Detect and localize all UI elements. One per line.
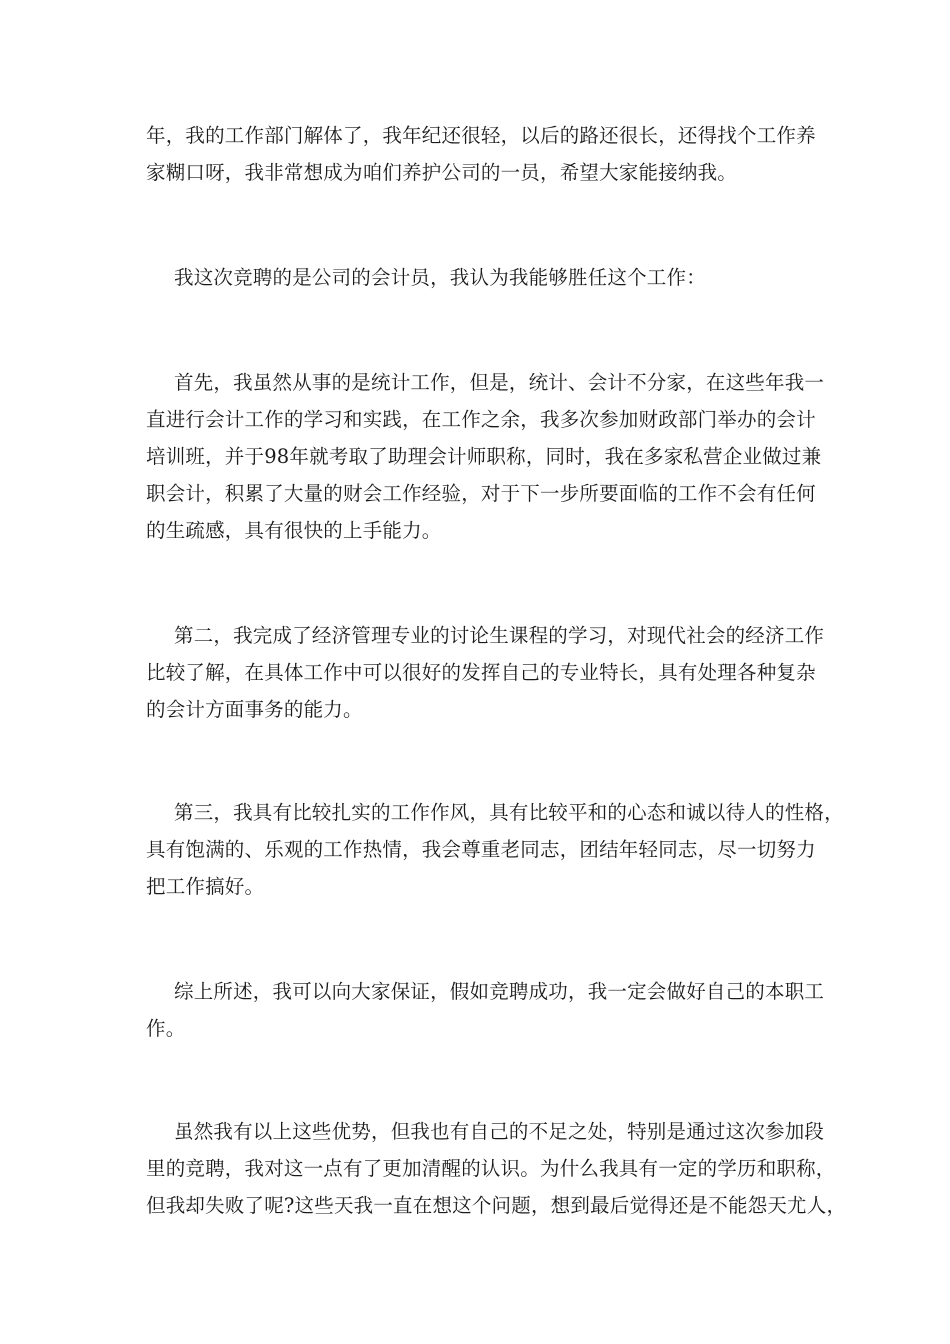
paragraph-line: 年，我的工作部门解体了，我年纪还很轻，以后的路还很长，还得找个工作养 — [146, 124, 816, 147]
paragraph-line: 直进行会计工作的学习和实践，在工作之余，我多次参加财政部门举办的会计 — [146, 408, 816, 431]
paragraph-line: 具有饱满的、乐观的工作热情，我会尊重老同志，团结年轻同志，尽一切努力 — [146, 838, 816, 861]
paragraph-6 — [146, 973, 836, 1047]
paragraph-line: 作。 — [146, 1017, 186, 1040]
paragraph-line: 里的竞聘，我对这一点有了更加清醒的认识。为什么我具有一定的学历和职称， — [146, 1157, 836, 1180]
paragraph-line: 首先，我虽然从事的是统计工作，但是，统计、会计不分家，在这些年我一 — [174, 371, 825, 394]
paragraph-1 — [146, 117, 836, 191]
paragraph-line: 我这次竞聘的是公司的会计员，我认为我能够胜任这个工作： — [174, 266, 706, 289]
paragraph-line: 把工作搞好。 — [146, 875, 265, 898]
paragraph-line: 第二，我完成了经济管理专业的讨论生课程的学习，对现代社会的经济工作 — [174, 624, 825, 647]
paragraph-line: 的会计方面事务的能力。 — [146, 698, 363, 721]
paragraph-3 — [146, 364, 836, 549]
paragraph-line: 综上所述，我可以向大家保证，假如竞聘成功，我一定会做好自己的本职工 — [174, 980, 825, 1003]
paragraph-line: 第三，我具有比较扎实的工作作风，具有比较平和的心态和诚以待人的性格， — [174, 801, 844, 824]
paragraph-line: 职会计，积累了大量的财会工作经验，对于下一步所要面临的工作不会有任何 — [146, 482, 816, 505]
paragraph-2 — [146, 259, 836, 296]
paragraph-line: 家糊口呀，我非常想成为咱们养护公司的一员，希望大家能接纳我。 — [146, 161, 738, 184]
paragraph-line: 比较了解，在具体工作中可以很好的发挥自己的专业特长，具有处理各种复杂 — [146, 661, 816, 684]
paragraph-5 — [146, 794, 844, 905]
paragraph-line: 培训班，并于98年就考取了助理会计师职称，同时，我在多家私营企业做过兼 — [146, 445, 822, 468]
paragraph-line: 虽然我有以上这些优势，但我也有自己的不足之处，特别是通过这次参加段 — [174, 1120, 825, 1143]
paragraph-4 — [146, 617, 836, 728]
paragraph-line: 但我却失败了呢?这些天我一直在想这个问题，想到最后觉得还是不能怨天尤人， — [146, 1194, 847, 1217]
paragraph-line: 的生疏感，具有很快的上手能力。 — [146, 519, 442, 542]
paragraph-7 — [146, 1113, 847, 1224]
